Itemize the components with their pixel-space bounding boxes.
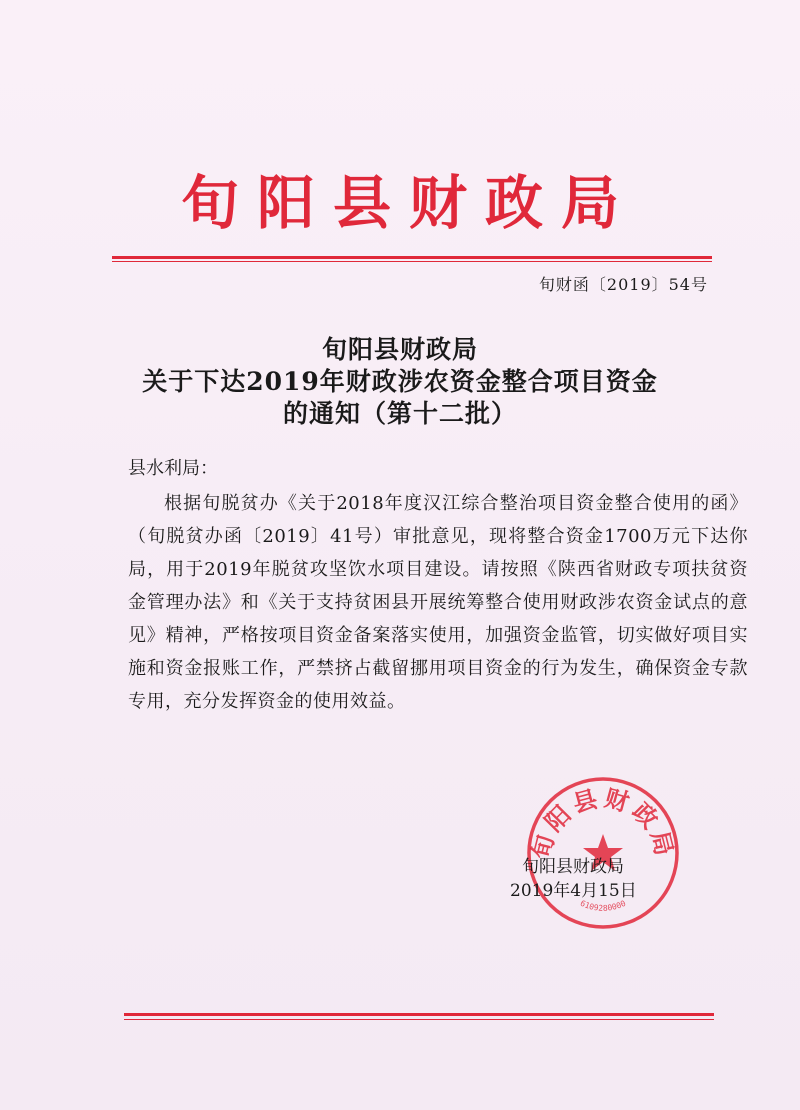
masthead-title: 旬阳县财政局 — [180, 169, 637, 237]
footer-rule-thick — [124, 1013, 714, 1016]
title-line-2: 关于下达2019年财政涉农资金整合项目资金 — [142, 367, 658, 396]
signature-date: 2019年4月15日 — [510, 881, 637, 901]
title-line-1: 旬阳县财政局 — [321, 335, 478, 364]
header-rule-thin — [112, 261, 712, 262]
signature-organization: 旬阳县财政局 — [522, 857, 624, 877]
footer-rule-thin — [124, 1019, 714, 1020]
svg-text:旬阳县财政局: 旬阳县财政局 — [526, 783, 680, 863]
header-rule-thick — [112, 256, 712, 259]
body-paragraph: 根据旬脱贫办《关于2018年度汉江综合整治项目资金整合使用的函》（旬脱贫办函〔2019〕41号）审批意见，现将整合资金1700万元下达你局，用于2019年脱贫攻坚饮水项目建设。请按照《陕西省财政专项扶贫资金管理办法》和《关于支持贫困县开展统筹整合使用财政涉农资金试点的意见》精神，严格按项目资金备案落实使用，加强资金监管，切实做好项目实施和资金报账工作，严禁挤占截留挪用项目资金的行为发生，确保资金专款专用，充分发挥资金的使用效益。 — [128, 493, 748, 712]
svg-text:6109280000: 6109280000 — [578, 898, 628, 913]
document-number: 旬财函〔2019〕54号 — [538, 275, 708, 294]
title-line-3: 的通知（第十二批） — [282, 399, 517, 428]
salutation: 县水利局： — [128, 458, 218, 479]
